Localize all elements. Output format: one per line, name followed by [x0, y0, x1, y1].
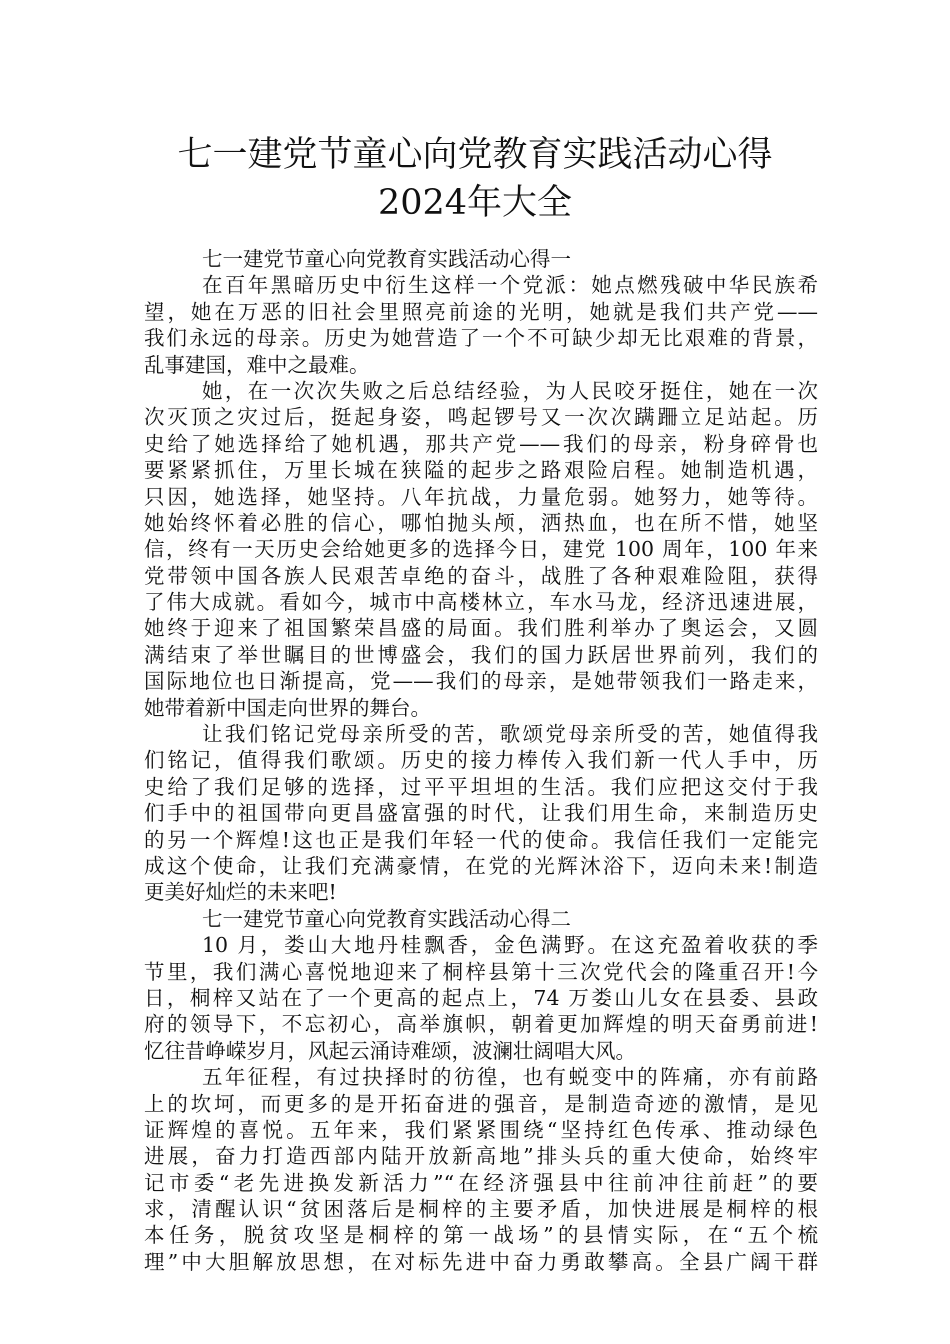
body-text-line: 成这个使命，让我们充满豪情，在党的光辉沐浴下，迈向未来!制造: [144, 853, 818, 878]
body-text-line: 信，终有一天历史会给她更多的选择今日，建党 100 周年，100 年来: [144, 537, 818, 562]
body-text-line: 忆往昔峥嵘岁月，风起云涌诗难颂，波澜壮阔唱大风。: [144, 1038, 636, 1063]
body-text-line: 五年征程，有过抉择时的彷徨，也有蜕变中的阵痛，亦有前路: [202, 1065, 818, 1090]
body-text-line: 日，桐梓又站在了一个更高的起点上，74 万娄山儿女在县委、县政: [144, 985, 818, 1010]
body-text-line: 们手中的祖国带向更昌盛富强的时代，让我们用生命，来制造历史: [144, 801, 818, 826]
body-text-line: 她带着新中国走向世界的舞台。: [144, 695, 431, 720]
body-text-line: 她始终怀着必胜的信心，哪怕抛头颅，洒热血，也在所不惜，她坚: [144, 510, 818, 535]
body-text-line: 七一建党节童心向党教育实践活动心得一: [202, 247, 571, 271]
body-text-line: 乱事建国，难中之最难。: [144, 352, 370, 377]
body-text-line: 我们永远的母亲。历史为她营造了一个不可缺少却无比艰难的背景，: [144, 326, 818, 351]
body-text-line: 满结束了举世瞩目的世博盛会，我们的国力跃居世界前列，我们的: [144, 642, 818, 667]
body-text-line: 记市委“老先进换发新活力”“在经济强县中往前冲往前赶”的要: [144, 1170, 818, 1195]
body-text-line: 府的领导下，不忘初心，高举旗帜，朝着更加辉煌的明天奋勇前进!: [144, 1012, 818, 1037]
body-text-line: 七一建党节童心向党教育实践活动心得二: [202, 906, 571, 931]
body-text-line: 史给了我们足够的选择，过平平坦坦的生活。我们应把这交付于我: [144, 774, 818, 799]
document-body: [144, 246, 818, 1275]
body-text-line: 她，在一次次失败之后总结经验，为人民咬牙挺住，她在一次: [202, 378, 818, 403]
body-text-line: 只因，她选择，她坚持。八年抗战，力量危弱。她努力，她等待。: [144, 484, 818, 509]
body-text-line: 求，清醒认识“贫困落后是桐梓的主要矛盾，加快进展是桐梓的根: [144, 1197, 818, 1222]
body-text-line: 证辉煌的喜悦。五年来，我们紧紧围绕“坚持红色传承、推动绿色: [144, 1117, 818, 1142]
body-text-line: 10 月，娄山大地丹桂飘香，金色满野。在这充盈着收获的季: [202, 933, 818, 958]
body-text-line: 国际地位也日渐提高，党——我们的母亲，是她带领我们一路走来，: [144, 669, 818, 694]
body-text-line: 们铭记，值得我们歌颂。历史的接力棒传入我们新一代人手中，历: [144, 748, 818, 773]
body-text-line: 望，她在万恶的旧社会里照亮前途的光明，她就是我们共产党——: [144, 299, 818, 324]
body-text-line: 上的坎坷，而更多的是开拓奋进的强音，是制造奇迹的激情，是见: [144, 1091, 818, 1116]
document-title-line-1: 七一建党节童心向党教育实践活动心得: [177, 135, 773, 175]
body-text-line: 让我们铭记党母亲所受的苦，歌颂党母亲所受的苦，她值得我: [202, 722, 818, 747]
body-text-line: 在百年黑暗历史中衍生这样一个党派：她点燃残破中华民族希: [202, 273, 818, 298]
body-text-line: 节里，我们满心喜悦地迎来了桐梓县第十三次党代会的隆重召开!今: [144, 959, 818, 984]
body-text-line: 本任务，脱贫攻坚是桐梓的第一战场”的县情实际，在“五个梳: [144, 1223, 818, 1248]
body-text-line: 理”中大胆解放思想，在对标先进中奋力勇敢攀高。全县广阔干群: [144, 1249, 818, 1274]
body-text-line: 她终于迎来了祖国繁荣昌盛的局面。我们胜利举办了奥运会，又圆: [144, 616, 818, 641]
body-text-line: 史给了她选择给了她机遇，那共产党——我们的母亲，粉身碎骨也: [144, 431, 818, 456]
body-text-line: 要紧紧抓住，万里长城在狭隘的起步之路艰险启程。她制造机遇，: [144, 458, 818, 483]
body-text-line: 的另一个辉煌!这也正是我们年轻一代的使命。我信任我们一定能完: [144, 827, 818, 852]
body-text-line: 了伟大成就。看如今，城市中高楼林立，车水马龙，经济迅速进展，: [144, 590, 818, 615]
body-text-line: 进展，奋力打造西部内陆开放新高地”排头兵的重大使命，始终牢: [144, 1144, 818, 1169]
body-text-line: 党带领中国各族人民艰苦卓绝的奋斗，战胜了各种艰难险阻，获得: [144, 563, 818, 588]
body-text-line: 次灭顶之灾过后，挺起身姿，鸣起锣号又一次次蹒跚立足站起。历: [144, 405, 818, 430]
document-title-line-2: 2024年大全: [377, 183, 573, 223]
body-text-line: 更美好灿烂的未来吧!: [144, 880, 337, 905]
